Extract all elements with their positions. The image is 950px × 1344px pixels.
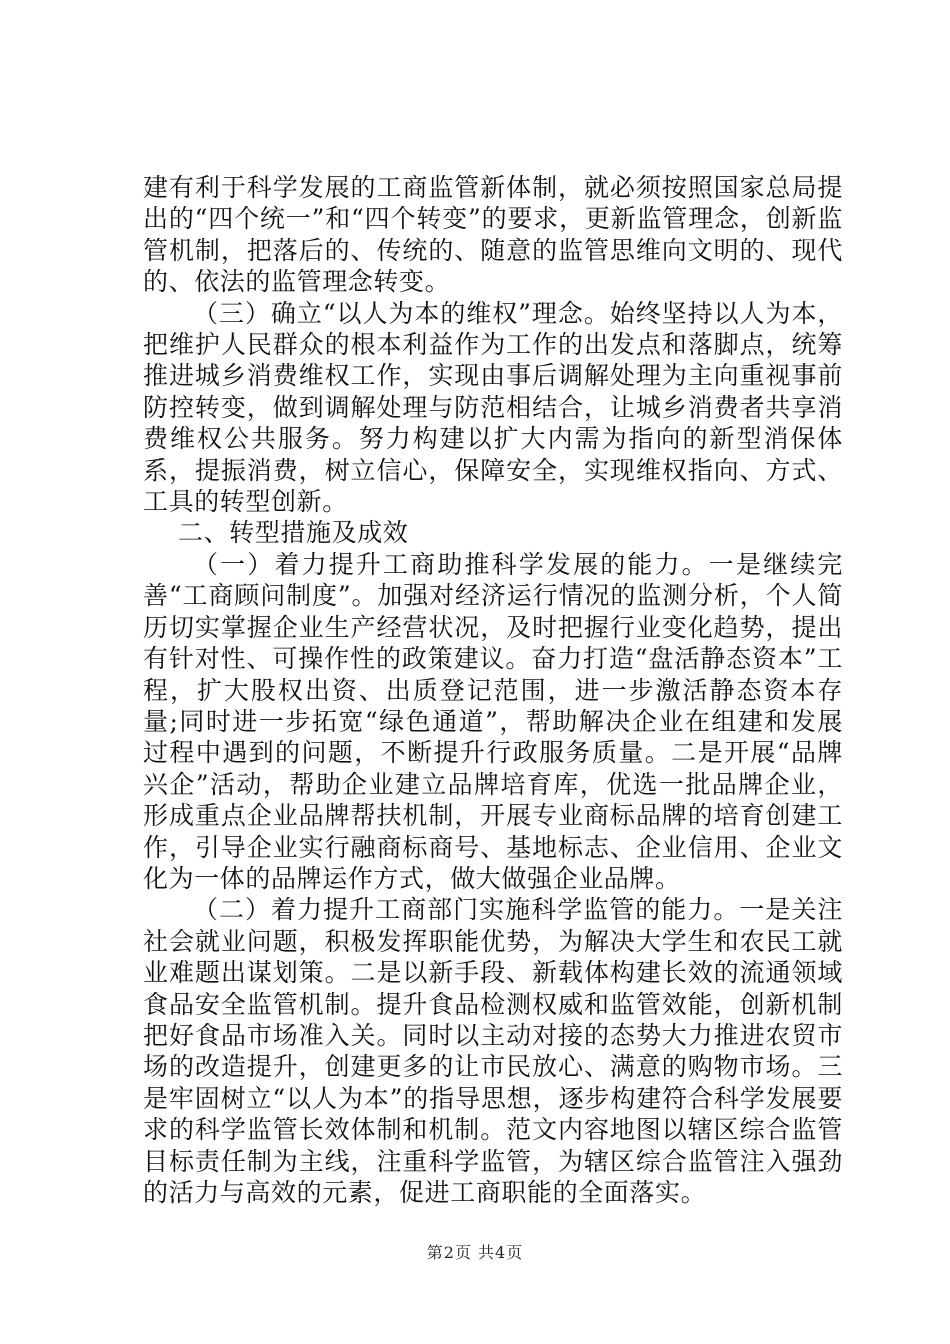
paragraph-section-three: （三）确立“以人为本的维权”理念。始终坚持以人为本，把维护人民群众的根本利益作为工作的出发点和落脚点，统筹推进城乡消费维权工作，实现由事后调解处理为主向重视事前防控转变，做到调解处理与防范相结合，让城乡消费者共享消费维权公共服务。努力构建以扩大内需为指向的新型消保体系，提振消费，树立信心，保障安全，实现维权指向、方式、工具的转型创新。 [143,298,843,517]
section-heading-measures: 二、转型措施及成效 [178,518,409,548]
document-body [143,172,843,1208]
page-footer: 第2页 共4页 [426,1243,524,1262]
paragraph-continuation: 建有利于科学发展的工商监管新体制，就必须按照国家总局提出的“四个统一”和“四个转变”的要求，更新监管理念，创新监管机制，把落后的、传统的、随意的监管思维向文明的、现代的、依法的监管理念转变。 [143,173,843,297]
paragraph-measure-two: （二）着力提升工商部门实施科学监管的能力。一是关注社会就业问题，积极发挥职能优势，为解决大学生和农民工就业难题出谋划策。二是以新手段、新载体构建长效的流通领域食品安全监管机制。提升食品检测权威和监管效能，创新机制把好食品市场准入关。同时以主动对接的态势大力推进农贸市场的改造提升，创建更多的让市民放心、满意的购物市场。三是牢固树立“以人为本”的指导思想，逐步构建符合科学发展要求的科学监管长效体制和机制。范文内容地图以辖区综合监管目标责任制为主线，注重科学监管，为辖区综合监管注入强劲的活力与高效的元素，促进工商职能的全面落实。 [143,895,843,1207]
paragraph-measure-one: （一）着力提升工商助推科学发展的能力。一是继续完善“工商顾问制度”。加强对经济运行情况的监测分析，个人简历切实掌握企业生产经营状况，及时把握行业变化趋势，提出有针对性、可操作性的政策建议。奋力打造“盘活静态资本”工程，扩大股权出资、出质登记范围，进一步激活静态资本存量;同时进一步拓宽“绿色通道”，帮助解决企业在组建和发展过程中遇到的问题，不断提升行政服务质量。二是开展“品牌兴企”活动，帮助企业建立品牌培育库，优选一批品牌企业，形成重点企业品牌帮扶机制，开展专业商标品牌的培育创建工作，引导企业实行融商标商号、基地标志、企业信用、企业文化为一体的品牌运作方式，做大做强企业品牌。 [143,549,843,893]
